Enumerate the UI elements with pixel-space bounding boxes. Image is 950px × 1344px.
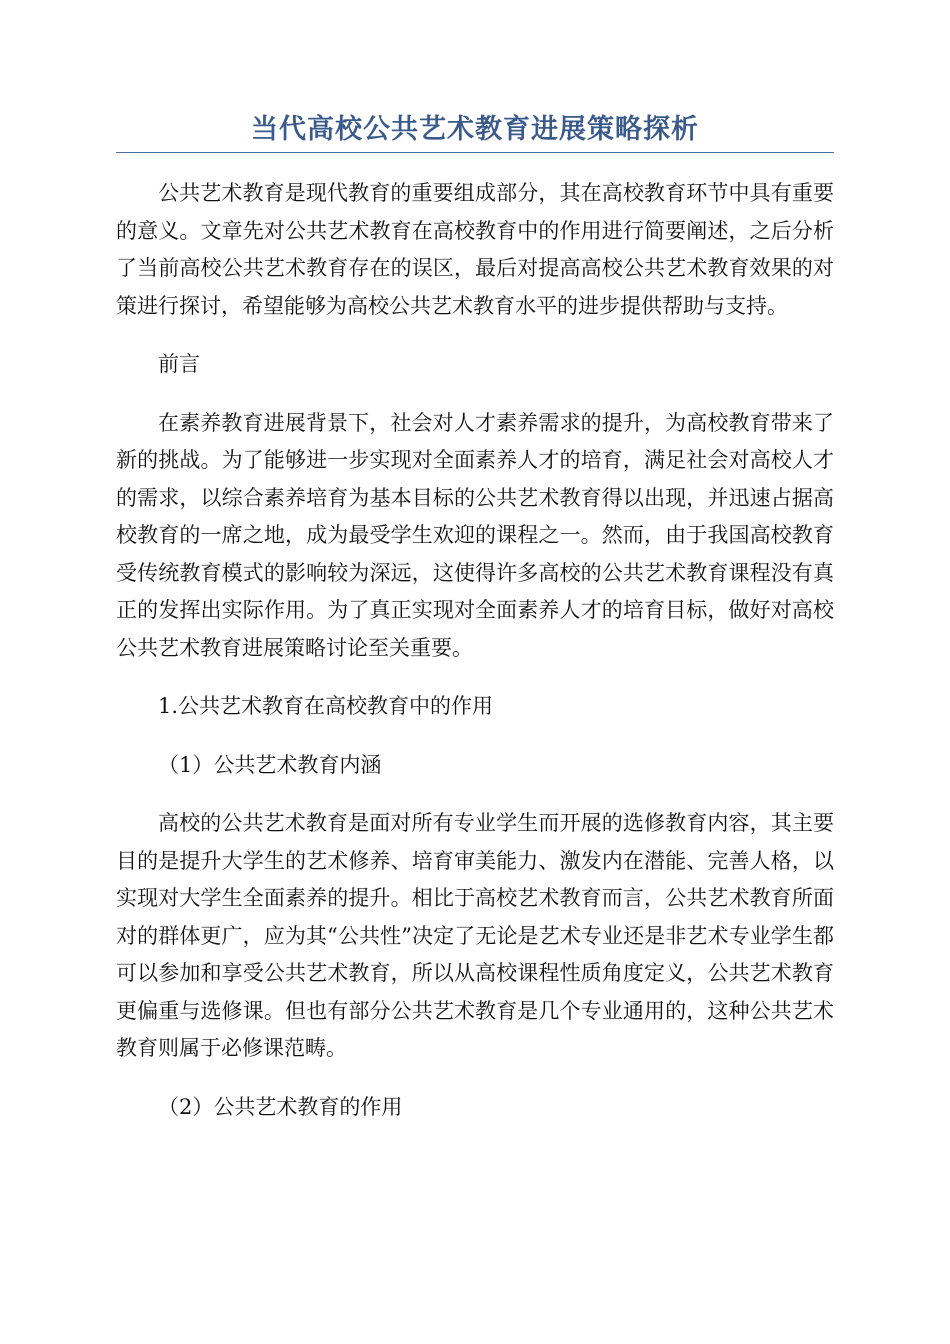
- document-title: 当代高校公共艺术教育进展策略探析: [116, 110, 834, 153]
- preface-paragraph: 在素养教育进展背景下，社会对人才素养需求的提升，为高校教育带来了新的挑战。为了能够进一步实现对全面素养人才的培育，满足社会对高校人才的需求，以综合素养培育为基本目标的公共艺术教育得以出现，并迅速占据高校教育的一席之地，成为最受学生欢迎的课程之一。然而，由于我国高校教育受传统教育模式的影响较为深远，这使得许多高校的公共艺术教育课程没有真正的发挥出实际作用。为了真正实现对全面素养人才的培育目标，做好对高校公共艺术教育进展策略讨论至关重要。: [116, 410, 834, 660]
- abstract-paragraph: 公共艺术教育是现代教育的重要组成部分，其在高校教育环节中具有重要的意义。文章先对公共艺术教育在高校教育中的作用进行简要阐述，之后分析了当前高校公共艺术教育存在的误区，最后对提高高校公共艺术教育效果的对策进行探讨，希望能够为高校公共艺术教育水平的进步提供帮助与支持。: [116, 181, 834, 318]
- section-1-2-heading: （2）公共艺术教育的作用: [158, 1094, 403, 1119]
- preface-heading: 前言: [158, 352, 200, 376]
- section-1-1-heading: （1）公共艺术教育内涵: [158, 752, 382, 777]
- section-1-1-paragraph: 高校的公共艺术教育是面对所有专业学生而开展的选修教育内容，其主要目的是提升大学生的艺术修养、培育审美能力、激发内在潜能、完善人格，以实现对大学生全面素养的提升。相比于高校艺术教育而言，公共艺术教育所面对的群体更广，应为其“公共性”决定了无论是艺术专业还是非艺术专业学生都可以参加和享受公共艺术教育，所以从高校课程性质角度定义，公共艺术教育更偏重与选修课。但也有部分公共艺术教育是几个专业通用的，这种公共艺术教育则属于必修课范畴。: [116, 811, 834, 1060]
- document-body: [116, 175, 834, 1126]
- document-page: [116, 110, 834, 1147]
- section-1-heading: 1.公共艺术教育在高校教育中的作用: [158, 694, 494, 718]
